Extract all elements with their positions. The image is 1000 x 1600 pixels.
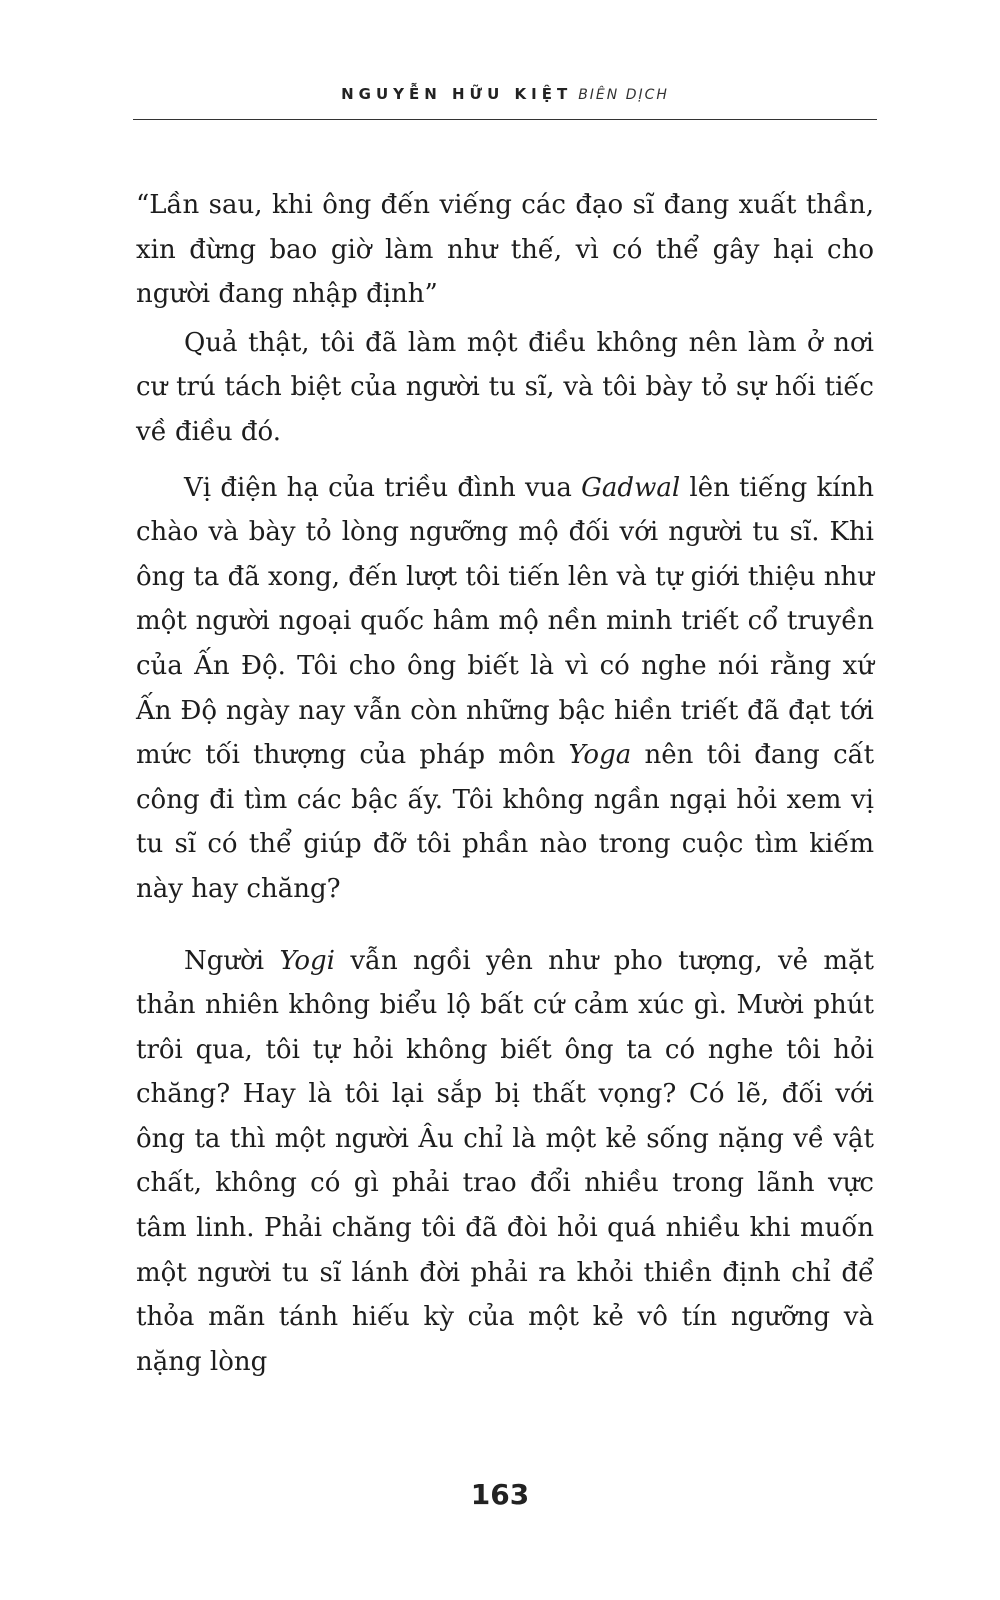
header-rule <box>133 119 877 120</box>
running-head-author: NGUYỄN HỮU KIỆT <box>341 85 573 103</box>
paragraph <box>136 939 874 1385</box>
paragraph <box>136 466 874 912</box>
paragraph-text: Quả thật, tôi đã làm một điều không nên làm ở nơi cư trú tách biệt của người tu sĩ, và tôi bày tỏ sự hối tiếc về điều đó. <box>136 327 874 447</box>
paragraph-text: Người <box>184 945 280 976</box>
italic-term: Gadwal <box>581 472 681 503</box>
paragraph <box>136 321 874 455</box>
running-head <box>133 84 877 114</box>
paragraph-text: lên tiếng kính chào và bày tỏ lòng ngưỡng mộ đối với người tu sĩ. Khi ông ta đã xong, đến lượt tôi tiến lên và tự giới thiệu như một người ngoại quốc hâm mộ nền minh triết cổ truyền của Ấn Độ. Tôi cho ông biết là vì có nghe nói rằng xứ Ấn Độ ngày nay vẫn còn những bậc hiền triết đã đạt tới mức tối thượng của pháp môn <box>136 472 874 771</box>
paragraph-text: nên tôi đang cất công đi tìm các bậc ấy. Tôi không ngần ngại hỏi xem vị tu sĩ có thể giúp đỡ tôi phần nào trong cuộc tìm kiếm này hay chăng? <box>136 740 875 904</box>
running-head-role: BIÊN DỊCH <box>578 87 669 103</box>
paragraph-quote <box>136 183 874 317</box>
italic-term: Yoga <box>568 740 632 771</box>
page-number: 163 <box>470 1478 530 1511</box>
body-text <box>136 183 874 1384</box>
paragraph-text: Vị điện hạ của triều đình vua <box>184 472 582 503</box>
paragraph-text: “Lần sau, khi ông đến viếng các đạo sĩ đang xuất thần, xin đừng bao giờ làm như thế, vì có thể gây hại cho người đang nhập định” <box>136 190 874 310</box>
paragraph-text: vẫn ngồi yên như pho tượng, vẻ mặt thản nhiên không biểu lộ bất cứ cảm xúc gì. Mười phút trôi qua, tôi tự hỏi không biết ông ta có nghe tôi hỏi chăng? Hay là tôi lại sắp bị thất vọng? Có lẽ, đối với ông ta thì một người Âu chỉ là một kẻ sống nặng về vật chất, không có gì phải trao đổi nhiều trong lãnh vực tâm linh. Phải chăng tôi đã đòi hỏi quá nhiều khi muốn một người tu sĩ lánh đời phải ra khỏi thiền định chỉ để thỏa mãn tánh hiếu kỳ của một kẻ vô tín ngưỡng và nặng lòng <box>136 945 874 1377</box>
italic-term: Yogi <box>279 945 335 976</box>
